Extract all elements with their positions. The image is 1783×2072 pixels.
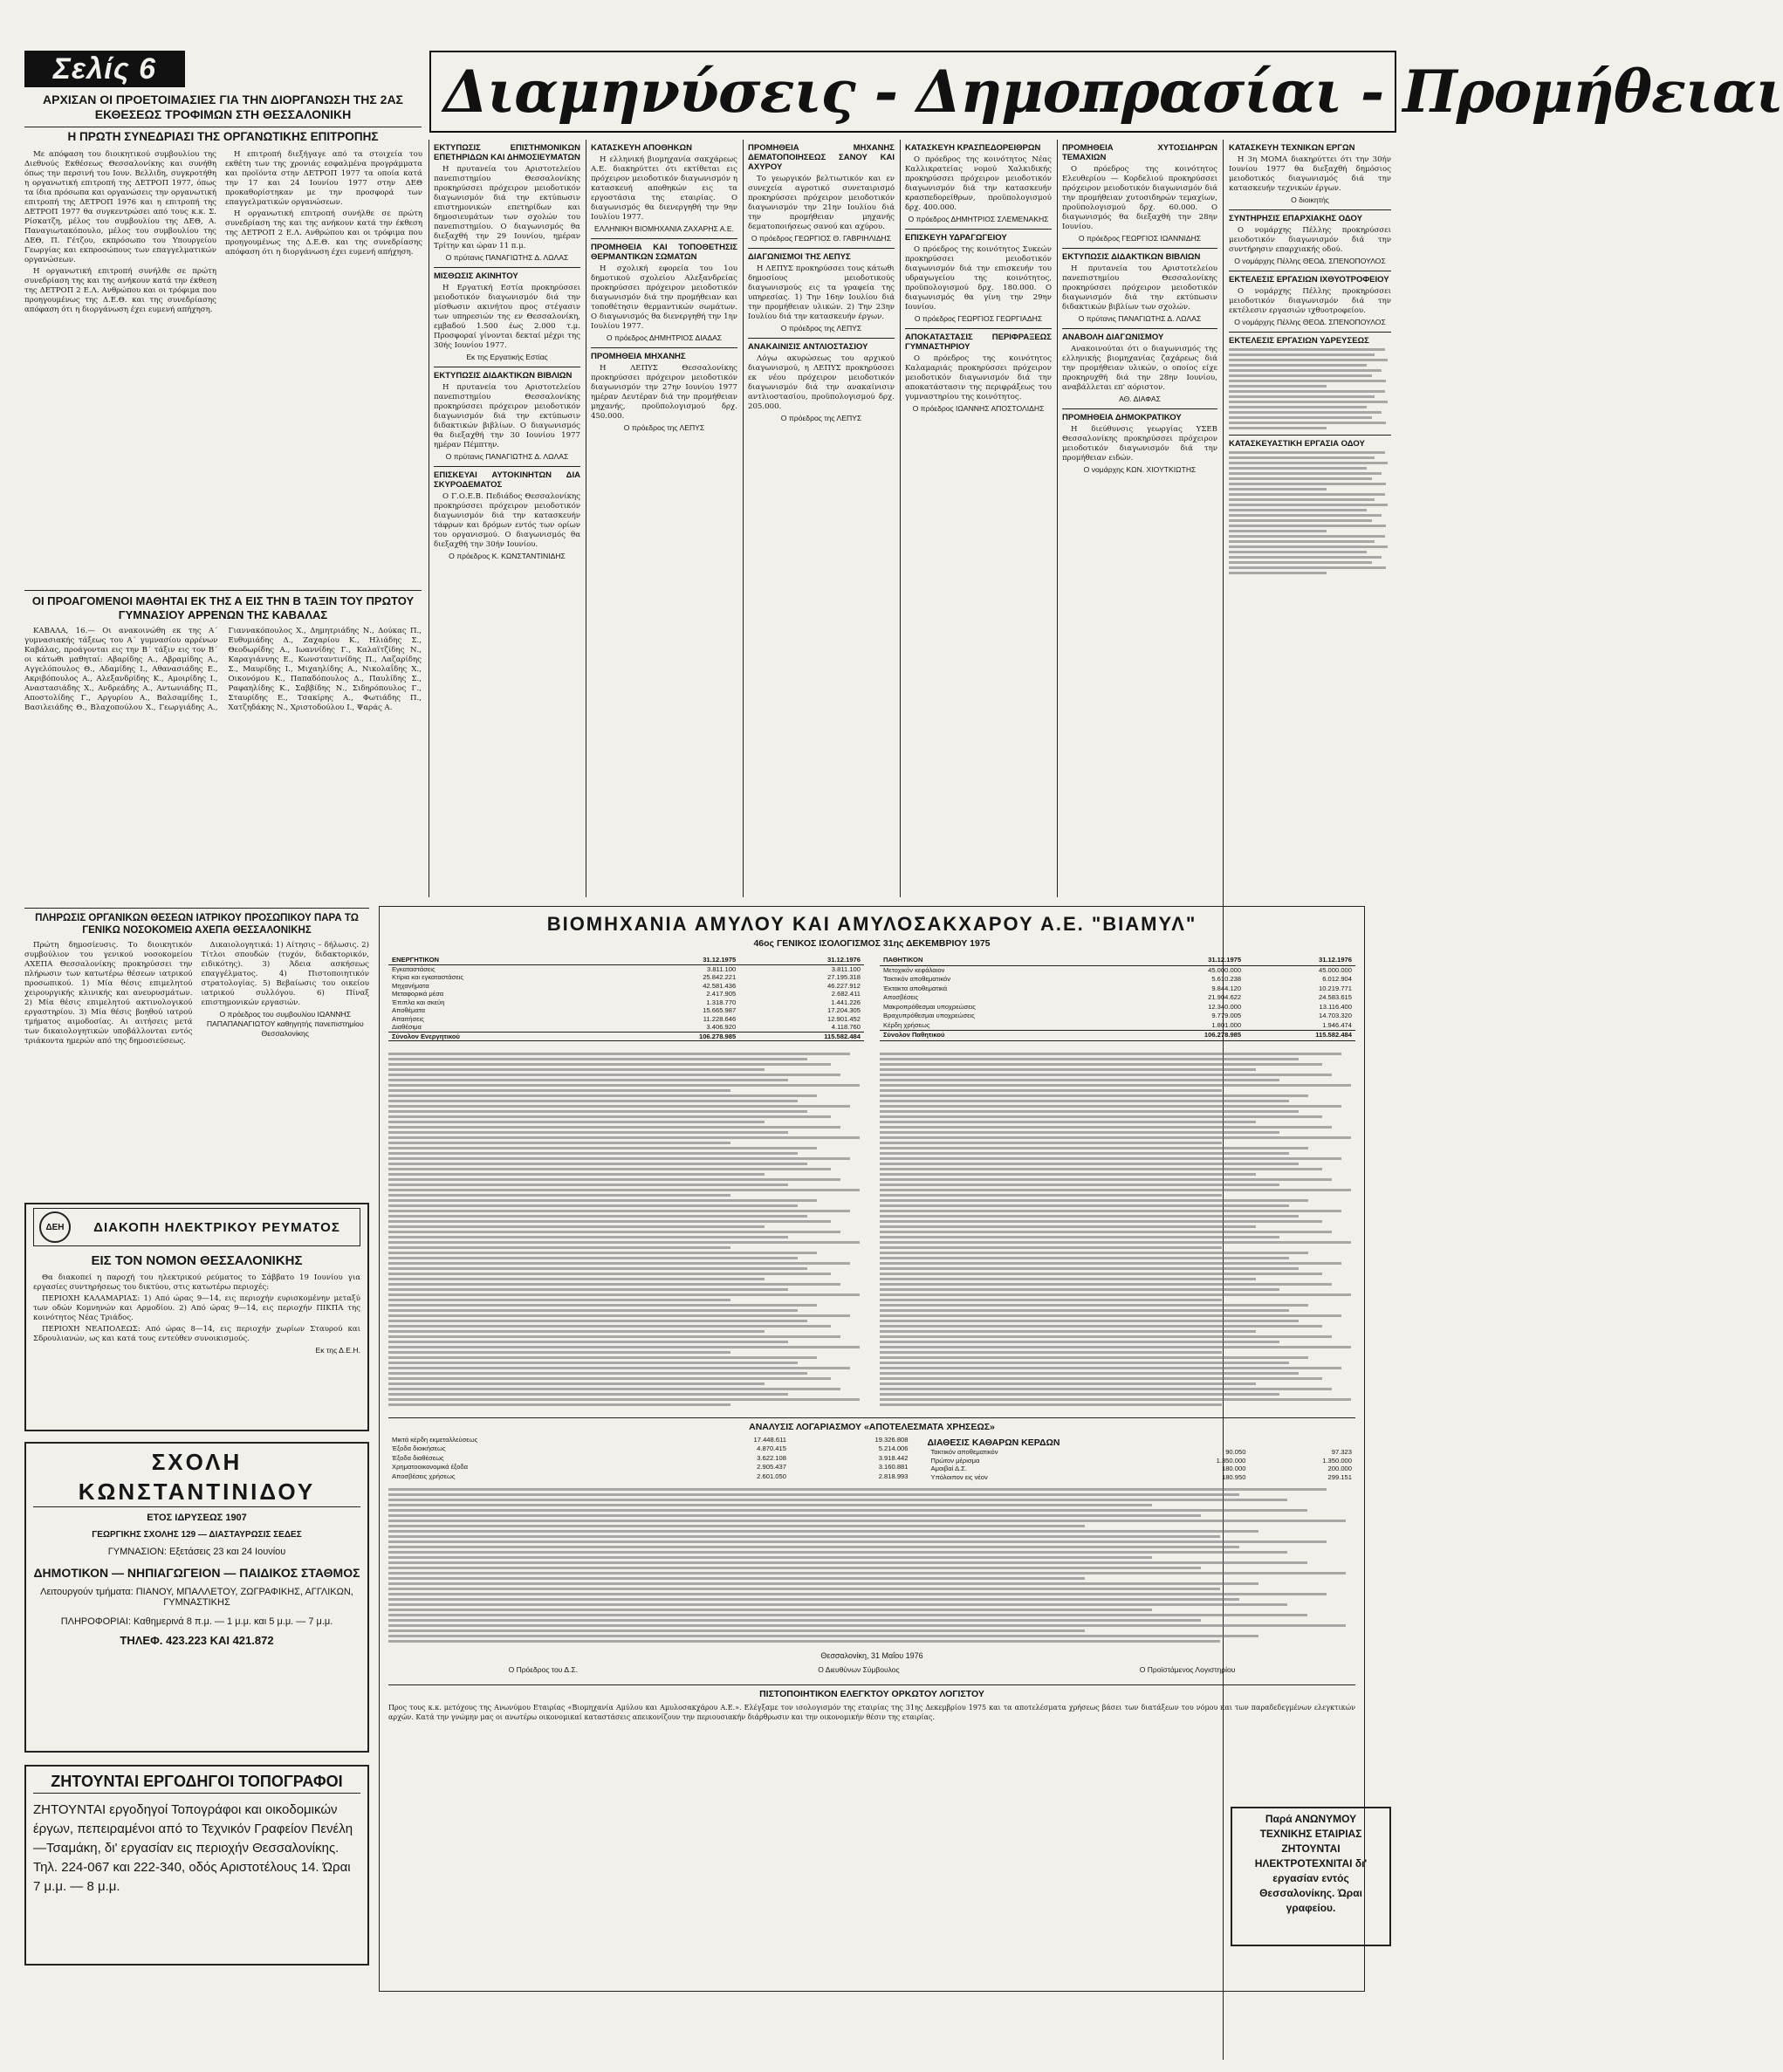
table-row <box>388 973 864 982</box>
notice-body-lines <box>1229 348 1391 429</box>
table-row <box>880 985 1355 994</box>
row-label: Μακροπρόθεσμαι υποχρεώσεις <box>883 1002 976 1011</box>
table-row <box>388 1015 864 1024</box>
notice-body: Ο νομάρχης Πέλλης προκηρύσσει μειοδοτικόν διαγωνισμόν διά την συντήρησιν επαρχιακής οδού. <box>1229 226 1391 254</box>
surveyors-ad <box>24 1765 369 1966</box>
table-row <box>880 993 1355 1003</box>
notice-signature: Ο νομάρχης Πέλλης ΘΕΟΔ. ΣΠΕΝΟΠΟΥΛΟΣ <box>1234 318 1386 326</box>
notice-heading: ΚΑΤΑΣΚΕΥΗ ΤΕΧΝΙΚΩΝ ΕΡΓΩΝ <box>1229 143 1355 153</box>
auditor-title: ΠΙΣΤΟΠΟΙΗΤΙΚΟΝ ΕΛΕΓΚΤΟΥ ΟΡΚΩΤΟΥ ΛΟΓΙΣΤΟΥ <box>388 1684 1355 1699</box>
profit-loss-title: ΑΝΑΛΥΣΙΣ ΛΟΓΑΡΙΑΣΜΟΥ «ΑΠΟΤΕΛΕΣΜΑΤΑ ΧΡΗΣΕΩΣ» <box>388 1417 1355 1432</box>
school-exams: ΓΥΜΝΑΣΙΟΝ: Εξετάσεις 23 και 24 Ιουνίου <box>107 1547 286 1557</box>
power-cut-header <box>33 1208 360 1246</box>
row-value: 17.448.611 <box>753 1436 786 1444</box>
notice-body: Η ΛΕΠΥΣ Θεσσαλονίκης προκηρύσσει πρόχειρον μειοδοτικόν διαγωνισμόν την 27ην Ιουνίου 1977 ημέραν Δευτέραν διά την προμήθειαν μηχανής, προϋπολογισμού δρχ. 450.000. <box>591 364 737 421</box>
row-label: Τακτικόν αποθεματικόν <box>883 975 951 984</box>
row-label: Τακτικόν αποθεματικόν <box>930 1448 998 1456</box>
row-label: Μεταφορικά μέσα <box>392 990 444 998</box>
school-info: ΠΛΗΡΟΦΟΡΙΑΙ: Καθημερινά 8 π.μ. — 1 μ.μ. και 5 μ.μ. — 7 μ.μ. <box>60 1616 333 1627</box>
notice-body: Ο νομάρχης Πέλλης προκηρύσσει μειοδοτικόν διαγωνισμόν διά την εκτέλεσιν εργασιών ιχθυοτροφείου. <box>1229 287 1391 315</box>
row-value: 27.195.318 <box>826 973 861 981</box>
notice-body: Το γεωργικόν βελτιωτικόν και εν συνεχεία αγροτικό συνεταιρισμό προκηρύσσει πρόχειρον μειοδοτικόν διαγωνισμόν την 21ην Ιουλίου διά την προμήθειαν μηχανής δεματοποιήσεως σανού και αχύρου. <box>748 175 895 231</box>
row-value: 3.918.442 <box>878 1453 909 1462</box>
notice-heading: ΣΥΝΤΗΡΗΣΙΣ ΕΠΑΡΧΙΑΚΗΣ ΟΔΟΥ <box>1229 214 1362 223</box>
school-address: ΓΕΩΡΓΙΚΗΣ ΣΧΟΛΗΣ 129 — ΔΙΑΣΤΑΥΡΩΣΙΣ ΣΕΔΕΣ <box>92 1530 302 1540</box>
hospital-signature: Ο πρόεδρος του συμβουλίου ΙΩΑΝΝΗΣ ΠΑΠΑΠΑΝΑΓΙΩΤΟΥ καθηγητής πανεπιστημίου Θεσσαλονίκης <box>206 1010 364 1038</box>
signatories <box>388 1665 1355 1674</box>
table-row <box>388 982 864 991</box>
notice-signature: Ο πρόεδρος ΔΗΜΗΤΡΙΟΣ ΣΛΕΜΕΝΑΚΗΣ <box>908 215 1049 223</box>
row-value: 5.610.238 <box>1211 975 1242 984</box>
assets-table <box>388 956 864 1041</box>
profit-loss-section <box>388 1436 1355 1481</box>
notice-body: Ανακοινούται ότι ο διαγωνισμός της ελληνικής βιομηχανίας ζαχάρεως διά την προμήθειαν υλικών, ο οποίος είχε προκηρυχθή διά την 28ην Ιουνίου, αναβάλλεται επ' αόριστον. <box>1062 345 1217 392</box>
hospital-paragraph: Πρώτη δημοσίευσις. Το διοικητικόν συμβούλιον του γενικού νοσοκομείου ΑΧΕΠΑ Θεσσαλονίκης προκηρύσσει την πλήρωσιν των κατωτέρω θέσεων ιατρικού προσωπικού. 1) Μία θέσις επιμελητού χειρουργικής κλινικής και ανευρυσμάτων. 2) Μία θέσις επιμελητού ακτινολογικού εργαστηρίου. 3) Μία θέσις βοηθού ιατρού τμήματος αιμοδοσίας. Αι αιτήσεις μετά των δικαιολογητικών υποβάλλονται εντός τριάκοντα ημερών από της δημοσιεύσεως. <box>24 941 193 1046</box>
row-label: Χρηματοοικονομικά έξοδα <box>392 1463 469 1472</box>
lead-paragraph: Η οργανωτική επιτροπή συνήλθε σε πρώτη συνεδρίαση της και της ανήκουν κατά την έκθεση της ΔΕΤΡΟΠ 2 Ε.Λ. Ανθρώπου και οι τρόφιμα που προηγουμένως της Δ.Ε.Θ. και της συνεδρίασης απόφαση ότι η διοργάνωση έχει ευμενή απήχηση. <box>24 267 216 314</box>
row-value: 4.118.760 <box>831 1023 861 1031</box>
notice-signature: Ο πρόεδρος Κ. ΚΩΝΣΤΑΝΤΙΝΙΔΗΣ <box>449 552 566 560</box>
lead-paragraph: Η οργανωτική επιτροπή συνήλθε σε πρώτη συνεδρίαση της και της ανήκουν κατά την έκθεση της ΔΕΤΡΟΠ 2 Ε.Λ. Ανθρώπου και οι τρόφιμα που προηγουμένως της Δ.Ε.Θ. και της συνεδρίασης απόφαση ότι η διοργάνωση έχει ευμενή απήχηση. <box>225 209 422 257</box>
notices-column-4 <box>905 140 1052 899</box>
row-value: 2.682.411 <box>831 990 861 998</box>
table-row <box>880 1003 1355 1012</box>
table-row <box>928 1465 1356 1473</box>
assets-rows <box>388 964 864 1032</box>
total-value: 106.278.985 <box>1133 1031 1245 1041</box>
row-value: 1.946.474 <box>1322 1020 1352 1029</box>
lead-article-col1 <box>24 150 216 317</box>
section-banner: Διαμηνύσεις - Δημοπρασίαι - Προμήθειαι <box>429 51 1396 133</box>
row-value: 25.842.221 <box>703 973 737 981</box>
table-row <box>388 1436 912 1444</box>
table-row <box>388 1463 912 1472</box>
hospital-headline: ΠΛΗΡΩΣΙΣ ΟΡΓΑΝΙΚΩΝ ΘΕΣΕΩΝ ΙΑΤΡΙΚΟΥ ΠΡΟΣΩΠΙΚΟΥ ΠΑΡΑ ΤΩ ΓΕΝΙΚΩ ΝΟΣΟΚΟΜΕΙΩ ΑΧΕΠΑ ΘΕΣΣΑΛΟΝΙΚΗΣ <box>35 913 359 936</box>
notice-signature: Ο πρόεδρος ΔΗΜΗΤΡΙΟΣ ΔΙΑΔΑΣ <box>606 333 723 342</box>
table-row <box>388 990 864 998</box>
row-value: 2.905.437 <box>757 1463 786 1472</box>
notice-body: Η πρυτανεία του Αριστοτελείου πανεπιστημίου Θεσσαλονίκης προκηρύσσει πρόχειρον μειοδοτικόν διαγωνισμόν διά την εκτύπωσιν επιστημονικών επετηρίδων και δημοσιευμάτων των σχολών του πανεπιστημίου. Ο διαγωνισμός θα διεξαχθή την 29 Ιουνίου, ημέραν Τρίτην και ώραν 11 π.μ. <box>434 165 580 250</box>
notice-body: Η πρυτανεία του Αριστοτελείου πανεπιστημίου Θεσσαλονίκης προκηρύσσει πρόχειρον μειοδοτικόν διαγωνισμόν διά την εκτύπωσιν διδακτικών βιβλίων. Ο διαγωνισμός θα διεξαχθή την 30 Ιουνίου 1977 ημέραν Πέμπτην. <box>434 383 580 449</box>
row-value: 2.818.993 <box>878 1472 909 1480</box>
row-value: 45.000.000 <box>1208 965 1242 974</box>
row-value: 1.350.000 <box>1322 1456 1352 1465</box>
distribution-table <box>928 1448 1356 1481</box>
row-value: 200.000 <box>1327 1465 1352 1472</box>
power-cut-org: ΔΙΑΚΟΠΗ ΗΛΕΚΤΡΙΚΟΥ ΡΕΥΜΑΤΟΣ <box>93 1219 340 1235</box>
table-row <box>928 1448 1356 1457</box>
total-value: 106.278.985 <box>614 1032 739 1041</box>
row-label: Πρώτον μέρισμα <box>930 1456 980 1465</box>
table-row <box>388 1023 864 1032</box>
row-value: 9.844.120 <box>1211 984 1242 992</box>
row-value: 9.779.005 <box>1211 1012 1242 1020</box>
distribution-title: ΔΙΑΘΕΣΙΣ ΚΑΘΑΡΩΝ ΚΕΡΔΩΝ <box>927 1437 1060 1448</box>
notice-heading: ΠΡΟΜΗΘΕΙΑ ΧΥΤΟΣΙΔΗΡΩΝ ΤΕΜΑΧΙΩΝ <box>1062 143 1217 162</box>
column-rule <box>743 140 744 897</box>
row-value: 12.340.000 <box>1208 1002 1242 1011</box>
table-row <box>880 965 1355 975</box>
table-row <box>388 1454 912 1463</box>
row-value: 1.801.000 <box>1211 1020 1242 1029</box>
profit-loss-table <box>388 1436 912 1481</box>
ledger-detail-lower <box>388 1488 1355 1643</box>
table-row <box>880 1012 1355 1021</box>
notice-heading: ΕΚΤΥΠΩΣΙΣ ΔΙΔΑΚΤΙΚΩΝ ΒΙΒΛΙΩΝ <box>1062 252 1201 262</box>
row-label: Κέρδη χρήσεως <box>883 1020 930 1029</box>
row-value: 11.228.646 <box>703 1014 737 1023</box>
power-cut-paragraph: Θα διακοπεί η παροχή του ηλεκτρικού ρεύματος το Σάββατο 19 Ιουνίου για εργασίες συντηρήσεως του δικτύου, στις κατωτέρω περιοχές: <box>33 1273 360 1292</box>
row-value: 12.901.452 <box>826 1014 861 1023</box>
notice-heading: ΠΡΟΜΗΘΕΙΑ ΔΗΜΟΚΡΑΤΙΚΟΥ <box>1062 413 1182 422</box>
electricians-ad-text: Παρά ΑΝΩΝΥΜΟΥ ΤΕΧΝΙΚΗΣ ΕΤΑΙΡΙΑΣ ΖΗΤΟΥΝΤΑΙ ΗΛΕΚΤΡΟΤΕΧΝΙΤΑΙ δι' εργασίαν εντός Θεσσαλονίκης. Ώραι γραφείου. <box>1254 1813 1368 1914</box>
notices-column-5 <box>1062 140 1217 899</box>
column-rule <box>900 140 901 897</box>
notice-heading: ΑΠΟΚΑΤΑΣΤΑΣΙΣ ΠΕΡΙΦΡΑΞΕΩΣ ΓΥΜΝΑΣΤΗΡΙΟΥ <box>905 333 1052 352</box>
ledger-detail-right <box>880 1050 1355 1409</box>
row-label: Βραχυπρόθεσμαι υποχρεώσεις <box>883 1012 975 1020</box>
row-value: 1.318.770 <box>706 998 737 1006</box>
distribution-section <box>928 1436 1356 1481</box>
notice-body: Η Εργατική Εστία προκηρύσσει μειοδοτικόν διαγωνισμόν διά την μίσθωσιν ακινήτου προς στέγασιν των υπηρεσιών της εν Θεσσαλονίκη, εμβαδού 1.500 έως 2.000 τ.μ. Προσφοραί γίνονται δεκταί μέχρι της 30ής Ιουνίου 1977. <box>434 284 580 350</box>
surveyors-headline: ΖΗΤΟΥΝΤΑΙ ΕΡΓΟΔΗΓΟΙ ΤΟΠΟΓΡΑΦΟΙ <box>33 1770 360 1794</box>
notice-signature: Ο πρόεδρος ΓΕΩΡΓΙΟΣ Θ. ΓΑΒΡΙΗΛΙΔΗΣ <box>751 234 892 243</box>
notice-body: Ο πρόεδρος της κοινότητος Καλαμαριάς προκηρύσσει πρόχειρον μειοδοτικόν διαγωνισμόν διά την αποκατάστασιν της περιφράξεως του γυμναστηρίου της κοινότητος. <box>905 354 1052 401</box>
row-value: 3.160.881 <box>878 1463 909 1472</box>
row-value: 10.219.771 <box>1318 984 1352 992</box>
ledger-detail-left <box>388 1050 864 1409</box>
row-value: 21.904.622 <box>1208 993 1242 1002</box>
row-value: 46.227.912 <box>826 981 861 990</box>
page-number-tag: Σελίς 6 <box>24 51 185 87</box>
row-value: 97.323 <box>1331 1448 1352 1456</box>
column-header: 31.12.1975 <box>614 956 739 964</box>
notice-heading: ΠΡΟΜΗΘΕΙΑ ΜΗΧΑΝΗΣ <box>591 352 686 361</box>
row-value: 1.350.000 <box>1216 1456 1246 1465</box>
row-value: 299.151 <box>1327 1472 1352 1481</box>
total-label: Σύνολον Ενεργητικού <box>388 1032 614 1041</box>
column-header: ΠΑΘΗΤΙΚΟΝ <box>880 956 1133 965</box>
notice-body: Η ελληνική βιομηχανία σακχάρεως Α.Ε. διακηρύττει ότι εκτίθεται εις πρόχειρον μειοδοτικόν διαγωνισμόν η κατασκευή αποθηκών εις τα εργοστάσια της εταιρίας. Ο διαγωνισμός θα διενεργηθή την 9ην Ιουλίου 1977. <box>591 155 737 222</box>
notice-heading: ΕΚΤΕΛΕΣΙΣ ΕΡΓΑΣΙΩΝ ΥΔΡΕΥΣΕΩΣ <box>1229 336 1369 346</box>
table-total-row <box>880 1031 1355 1041</box>
deh-logo-icon: ΔΕΗ <box>39 1211 71 1243</box>
notice-body: Η 3η ΜΟΜΑ διακηρύττει ότι την 30ήν Ιουνίου 1977 θα διεξαχθή δημόσιος μειοδοτικός διαγωνισμός διά την κατασκευήν τεχνικών έργων. <box>1229 155 1391 193</box>
notice-signature: Ο πρόεδρος της ΛΕΠΥΣ <box>780 414 862 422</box>
notice-signature: Εκ της Εργατικής Εστίας <box>466 353 548 361</box>
notice-signature: Ο πρόεδρος ΓΕΩΡΓΙΟΣ ΙΩΑΝΝΙΔΗΣ <box>1078 234 1202 243</box>
row-value: 2.417.905 <box>706 990 737 998</box>
notice-body: Ο πρόεδρος της κοινότητος Συκεών προκηρύσσει μειοδοτικόν διαγωνισμόν διά την επισκευήν του υδραγωγείου της κοινότητος, προϋπολογισμού δρχ. 180.000. Ο διαγωνισμός θα γίνη την 29ην Ιουνίου. <box>905 245 1052 312</box>
hospital-body <box>24 941 369 1046</box>
notice-body: Η διεύθυνσις γεωργίας ΥΣΕΒ Θεσσαλονίκης προκηρύσσει πρόχειρον μειοδοτικόν διαγωνισμόν διά την προμήθειαν ειδών. <box>1062 425 1217 463</box>
power-cut-notice <box>24 1203 369 1431</box>
notice-heading: ΠΡΟΜΗΘΕΙΑ ΚΑΙ ΤΟΠΟΘΕΤΗΣΙΣ ΘΕΡΜΑΝΤΙΚΩΝ ΣΩΜΑΤΩΝ <box>591 243 737 262</box>
power-cut-paragraph: ΠΕΡΙΟΧΗ ΝΕΑΠΟΛΕΩΣ: Από ώρας 8—14, εις περιοχήν χωρίων Σταυρού και Σδρουλιανών, ως και κατά τους εντεύθεν συνοικισμούς. <box>33 1325 360 1343</box>
row-label: Αποσβέσεις <box>883 993 919 1002</box>
column-header: 31.12.1976 <box>739 956 864 964</box>
notices-column-2 <box>591 140 737 899</box>
power-cut-paragraph: ΠΕΡΙΟΧΗ ΚΑΛΑΜΑΡΙΑΣ: 1) Από ώρας 9—14, εις περιοχήν ευρισκομένην μεταξύ των οδών Κομνηνών και Αρμοδίου. 2) Από ώρας 9—14, εις περιοχήν ΠΙΚΠΑ της κοινότητος Νέας Τριάδος. <box>33 1294 360 1322</box>
profit-loss-rows <box>388 1436 912 1481</box>
row-label: Αμοιβαί Δ.Σ. <box>930 1465 967 1472</box>
notices-column-1 <box>434 140 580 899</box>
notice-signature: Ο πρόεδρος ΓΕΩΡΓΙΟΣ ΓΕΩΡΓΙΑΔΗΣ <box>914 314 1043 323</box>
row-value: 180.000 <box>1221 1465 1246 1472</box>
table-row <box>928 1473 1356 1482</box>
notice-heading: ΕΠΙΣΚΕΥΗ ΥΔΡΑΓΩΓΕΙΟΥ <box>905 233 1007 243</box>
row-value: 42.581.436 <box>703 981 737 990</box>
liabilities-table <box>880 956 1355 1041</box>
surveyors-body: ΖΗΤΟΥΝΤΑΙ εργοδηγοί Τοπογράφοι και οικοδομικών έργων, πεπειραμένοι από το Τεχνικόν Γραφείον Πενέλη—Τσαμάκη, δι' εργασίαν εις περιοχήν Θεσσαλονίκης. Τηλ. 224-067 και 222-340, οδός Αριστοτέλους 14. Ώραι 7 μ.μ. — 8 μ.μ. <box>33 1802 353 1894</box>
notice-signature: ΑΘ. ΔΙΑΦΑΣ <box>1119 395 1161 403</box>
row-value: 14.703.320 <box>1318 1012 1352 1020</box>
row-value: 2.601.050 <box>757 1472 786 1480</box>
notice-heading: ΜΙΣΘΩΣΙΣ ΑΚΙΝΗΤΟΥ <box>434 271 518 281</box>
power-cut-body <box>33 1273 360 1355</box>
table-row <box>388 964 864 973</box>
notice-heading: ΕΚΤΕΛΕΣΙΣ ΕΡΓΑΣΙΩΝ ΙΧΘΥΟΤΡΟΦΕΙΟΥ <box>1229 275 1389 285</box>
column-header: 31.12.1975 <box>1133 956 1245 965</box>
notice-body: Η ΛΕΠΥΣ προκηρύσσει τους κάτωθι δημοσίους μειοδοτικούς διαγωνισμούς εις τα γραφεία της υπηρεσίας. 1) Την 16ην Ιουλίου διά την προμήθειαν υλικών. 2) Την 23ην Ιουλίου διά την κατασκευήν έργων. <box>748 264 895 321</box>
power-cut-headline: ΕΙΣ ΤΟΝ ΝΟΜΟΝ ΘΕΣΣΑΛΟΝΙΚΗΣ <box>91 1253 303 1268</box>
notice-body: Λόγω ακυρώσεως του αρχικού διαγωνισμού, η ΛΕΠΥΣ προκηρύσσει εκ νέου πρόχειρον μειοδοτικόν διαγωνισμόν διά την ανακαίνισιν αντλιοστασίου, προϋπολογισμού δρχ. 205.000. <box>748 354 895 411</box>
row-label: Έκτακτα αποθεματικά <box>883 984 948 992</box>
ledger-detail <box>388 1050 1355 1409</box>
notice-body-lines <box>1229 451 1391 574</box>
row-label: Αποθέματα <box>392 1006 426 1014</box>
row-value: 3.622.108 <box>757 1453 786 1462</box>
lead-article-col2 <box>225 150 422 259</box>
row-label: Μετοχικόν κεφάλαιον <box>883 965 945 974</box>
table-header-row <box>880 956 1355 965</box>
notice-body: Ο πρόεδρος της κοινότητος Ελευθερίου — Κορδελιού προκηρύσσει πρόχειρον μειοδοτικόν διαγωνισμόν διά την προμήθειαν χυτοσιδηρών τεμαχίων, προϋπολογισμού δρχ. 60.000. Ο διαγωνισμός θα διεξαχθή την 28ην Ιουνίου. <box>1062 165 1217 231</box>
row-label: Μηχανήματα <box>392 981 429 990</box>
notice-heading: ΕΠΙΣΚΕΥΑΙ ΑΥΤΟΚΙΝΗΤΩΝ ΔΙΑ ΣΚΥΡΟΔΕΜΑΤΟΣ <box>434 470 580 490</box>
table-row <box>880 1021 1355 1031</box>
table-row <box>388 1472 912 1481</box>
row-value: 3.811.100 <box>707 964 737 973</box>
school-phone: ΤΗΛΕΦ. 423.223 ΚΑΙ 421.872 <box>120 1634 274 1647</box>
column-rule <box>1057 140 1058 897</box>
row-value: 5.214.006 <box>878 1444 909 1453</box>
lead-subhead: Η ΠΡΩΤΗ ΣΥΝΕΔΡΙΑΣΙ ΤΗΣ ΟΡΓΑΝΩΤΙΚΗΣ ΕΠΙΤΡΟΠΗΣ <box>24 127 422 143</box>
row-value: 19.326.808 <box>874 1436 909 1444</box>
liabilities-rows <box>880 965 1355 1031</box>
row-value: 1.441.226 <box>831 998 861 1006</box>
signer: Ο Πρόεδρος του Δ.Σ. <box>508 1665 578 1674</box>
signer: Ο Προϊστάμενος Λογιστηρίου <box>1139 1665 1236 1674</box>
auditor-body: Προς τους κ.κ. μετόχους της Ανωνύμου Εταιρίας «Βιομηχανία Αμύλου και Αμυλοσακχάρου Α.Ε.». Ελέγξαμε τον ισολογισμόν της εταιρίας της 31ης Δεκεμβρίου 1975 και τα αποτελέσματα χρήσεως βάσει των διατάξεων του νόμου και των παραδεδεγμένων ελεγκτικών αρχών. Κατά την γνώμην μας οι ανωτέρω οικονομικαί καταστάσεις απεικονίζουν την περιουσιακήν διάρθρωσιν και την οικονομικήν θέσιν της εταιρίας. <box>388 1704 1355 1721</box>
row-value: 3.406.920 <box>706 1023 737 1031</box>
balance-sheet-title: ΒΙΟΜΗΧΑΝΙΑ ΑΜΥΛΟΥ ΚΑΙ ΑΜΥΛΟΣΑΚΧΑΡΟΥ Α.Ε. "ΒΙΑΜΥΛ" <box>546 913 1197 935</box>
notice-body: Ο πρόεδρος της κοινότητος Νέας Καλλικρατείας νομού Χαλκιδικής προκηρύσσει πρόχειρον μειοδοτικόν διαγωνισμόν διά την κατασκευήν κρασπεδορείθρων, προϋπολογισμού δρχ. 400.000. <box>905 155 1052 212</box>
notice-signature: Ο νομάρχης Πέλλης ΘΕΟΔ. ΣΠΕΝΟΠΟΥΛΟΣ <box>1234 257 1386 265</box>
notices-column-3 <box>748 140 895 899</box>
power-cut-signature: Εκ της Δ.Ε.Η. <box>315 1346 360 1355</box>
notice-heading: ΚΑΤΑΣΚΕΥΗ ΑΠΟΘΗΚΩΝ <box>591 143 692 153</box>
row-label: Διαθέσιμα <box>392 1023 422 1031</box>
school-levels: ΔΗΜΟΤΙΚΟΝ — ΝΗΠΙΑΓΩΓΕΙΟΝ — ΠΑΙΔΙΚΟΣ ΣΤΑΘΜΟΣ <box>33 1566 360 1580</box>
row-value: 13.116.400 <box>1319 1002 1352 1011</box>
table-row <box>388 998 864 1007</box>
students-paragraph: ΚΑΒΑΛΑ, 16.— Οι ανακοινώθη εκ της Α΄ γυμνασιακής τάξεως του Α΄ γυμνασίου αρρένων Καβάλας, προάγονται εις την Β΄ τάξιν εις τον Β΄ οι κάτωθι μαθηταί: Αβαρίδης Α., Αβραμίδης Α., Αγγελόπουλος Θ., Αδαμίδης Ι., Αθανασιάδης Ε., Ακριβόπουλος Α., Αλεξανδρίδης Κ., Αμοιρίδης Ι., Αναστασιάδης Χ., Ανδρεάδης Α., Αντωνιάδης Π., Αποστολίδης Γ., Αργυρίου Α., Βαλσαμίδης Ι., Βασιλειάδης Θ., Βλαχοπούλου Χ., Γεωργιάδης Α., Γιαννακόπουλος Χ., Δημητριάδης Ν., Δούκας Π., Ευθυμιάδης Δ., Ζαχαρίου Κ., Ηλιάδης Σ., Θεοδωρίδης Α., Ιωαννίδης Γ., Καλαϊτζίδης Ν., Καραγιάννης Ε., Κωνσταντινίδης Π., Λαζαρίδης Σ., Μαυρίδης Ι., Μιχαηλίδης Α., Νικολαΐδης Χ., Οικονόμου Κ., Παπαδόπουλος Δ., Παυλίδης Σ., Ραφαηλίδης Κ., Σαββίδης Ν., Σιδηρόπουλος Γ., Σταυρίδης Ε., Τσακίρης Α., Φωτιάδης Π., Χατζηδάκης Ν., Χριστοδούλου Ι., Ψαράς Α. <box>24 627 422 712</box>
table-row <box>928 1457 1356 1465</box>
notice-heading: ΔΙΑΓΩΝΙΣΜΟΙ ΤΗΣ ΛΕΠΥΣ <box>748 252 851 262</box>
students-headline: ΟΙ ΠΡΟΑΓΟΜΕΝΟΙ ΜΑΘΗΤΑΙ ΕΚ ΤΗΣ Α ΕΙΣ ΤΗΝ Β ΤΑΞΙΝ ΤΟΥ ΠΡΩΤΟΥ ΓΥΜΝΑΣΙΟΥ ΑΡΡΕΝΩΝ ΤΗΣ ΚΑΒΑΛΑΣ <box>31 594 415 621</box>
balance-sheet-body <box>388 956 1355 1041</box>
signer: Ο Διευθύνων Σύμβουλος <box>818 1665 900 1674</box>
row-value: 3.811.100 <box>831 964 861 973</box>
row-value: 180.950 <box>1221 1472 1246 1481</box>
row-value: 24.583.615 <box>1318 993 1352 1002</box>
row-value: 4.870.415 <box>757 1444 786 1453</box>
school-founded: ΕΤΟΣ ΙΔΡΥΣΕΩΣ 1907 <box>147 1513 247 1523</box>
notice-signature: Ο πρόεδρος της ΛΕΠΥΣ <box>623 423 705 432</box>
table-row <box>388 1444 912 1453</box>
notice-signature: Ο διοικητής <box>1291 196 1329 204</box>
place-date: Θεσσαλονίκη, 31 Μαΐου 1976 <box>820 1651 923 1660</box>
row-label: Μικτά κέρδη εκμεταλλεύσεως <box>392 1436 478 1444</box>
notice-heading: ΑΝΑΚΑΙΝΙΣΙΣ ΑΝΤΛΙΟΣΤΑΣΙΟΥ <box>748 342 868 352</box>
row-value: 15.665.987 <box>703 1006 737 1014</box>
hospital-notice <box>24 908 369 1046</box>
notice-signature: Ο νομάρχης ΚΩΝ. ΧΙΟΥΤΚΙΩΤΗΣ <box>1083 465 1197 474</box>
total-value: 115.582.484 <box>739 1032 864 1041</box>
notice-signature: ΕΛΛΗΝΙΚΗ ΒΙΟΜΗΧΑΝΙΑ ΖΑΧΑΡΗΣ Α.Ε. <box>593 224 735 233</box>
notice-heading: ΠΡΟΜΗΘΕΙΑ ΜΗΧΑΝΗΣ ΔΕΜΑΤΟΠΟΙΗΣΕΩΣ ΣΑΝΟΥ ΚΑΙ ΑΧΥΡΟΥ <box>748 143 895 172</box>
notice-signature: Ο πρύτανις ΠΑΝΑΓΙΩΤΗΣ Δ. ΛΩΛΑΣ <box>445 452 569 461</box>
notice-heading: ΕΚΤΥΠΩΣΙΣ ΔΙΔΑΚΤΙΚΩΝ ΒΙΒΛΙΩΝ <box>434 371 573 381</box>
students-body <box>24 627 422 714</box>
row-label: Έπιπλα και σκεύη <box>392 998 445 1006</box>
notice-heading: ΑΝΑΒΟΛΗ ΔΙΑΓΩΝΙΣΜΟΥ <box>1062 333 1164 342</box>
notice-signature: Ο πρόεδρος ΙΩΑΝΝΗΣ ΑΠΟΣΤΟΛΙΔΗΣ <box>912 404 1045 413</box>
balance-sheet <box>379 906 1365 1992</box>
school-ad <box>24 1442 369 1753</box>
school-extras: Λειτουργούν τμήματα: ΠΙΑΝΟΥ, ΜΠΑΛΛΕΤΟΥ, ΖΩΓΡΑΦΙΚΗΣ, ΑΓΓΛΙΚΩΝ, ΓΥΜΝΑΣΤΙΚΗΣ <box>40 1587 353 1608</box>
lead-paragraph: Η επιτροπή διεξήγαγε από τα στοιχεία του εκθέτη των της χρονιάς εσφαλμένα προγράμματα και προϊόντα στην ΔΕΤΡΟΠ 1977 τα οποία κατά την 17 και 24 Ιουνίου 1977 στην ΔΕΘ προκαθορίστηκαν με την προσφορά των επαγγελματικών οργανώσεων. <box>225 150 422 207</box>
school-name: ΣΧΟΛΗ ΚΩΝΣΤΑΝΤΙΝΙΔΟΥ <box>33 1447 360 1507</box>
notice-signature: Ο πρύτανις ΠΑΝΑΓΙΩΤΗΣ Δ. ΛΩΛΑΣ <box>445 253 569 262</box>
notice-heading: ΕΚΤΥΠΩΣΙΣ ΕΠΙΣΤΗΜΟΝΙΚΩΝ ΕΠΕΤΗΡΙΔΩΝ ΚΑΙ ΔΗΜΟΣΙΕΥΜΑΤΩΝ <box>434 143 580 162</box>
row-label: Έξοδα διαθέσεως <box>392 1453 444 1462</box>
row-value: 6.012.904 <box>1322 975 1352 984</box>
column-header: ΕΝΕΡΓΗΤΙΚΟΝ <box>388 956 614 964</box>
total-value: 115.582.484 <box>1245 1031 1355 1041</box>
notice-heading: ΚΑΤΑΣΚΕΥΗ ΚΡΑΣΠΕΔΟΡΕΙΘΡΩΝ <box>905 143 1041 153</box>
row-label: Εγκαταστάσεις <box>392 964 435 973</box>
notice-signature: Ο πρόεδρος της ΛΕΠΥΣ <box>780 324 862 333</box>
notice-body: Η πρυτανεία του Αριστοτελείου πανεπιστημίου Θεσσαλονίκης προκηρύσσει πρόχειρον μειοδοτικόν διαγωνισμόν διά την εκτύπωσιν διδακτικών βιβλίων των σχολών. <box>1062 264 1217 312</box>
notice-signature: Ο πρύτανις ΠΑΝΑΓΙΩΤΗΣ Δ. ΛΩΛΑΣ <box>1078 314 1202 323</box>
table-row <box>880 975 1355 985</box>
row-label: Κτίρια και εγκαταστάσεις <box>392 973 464 981</box>
row-value: 45.000.000 <box>1318 965 1352 974</box>
distribution-rows <box>928 1448 1356 1481</box>
balance-sheet-subtitle: 46ος ΓΕΝΙΚΟΣ ΙΣΟΛΟΓΙΣΜΟΣ 31ης ΔΕΚΕΜΒΡΙΟΥ 1975 <box>753 938 991 949</box>
hospital-paragraph: Δικαιολογητικά: 1) Αίτησις – δήλωσις. 2) Τίτλοι σπουδών (τυχόν, διδακτορικόν, ειδικότης). 3) Άδεια ασκήσεως επαγγέλματος. 4) Πιστοποιητικόν στρατολογίας. 5) Βεβαίωσις του οικείου ιατρικού συλλόγου. 6) Πίναξ επιστημονικών εργασιών. <box>201 941 369 1007</box>
table-row <box>388 1006 864 1015</box>
students-story <box>24 590 422 714</box>
row-label: Αποσβέσεις χρήσεως <box>392 1472 456 1480</box>
row-value: 90.050 <box>1225 1448 1246 1456</box>
total-label: Σύνολον Παθητικού <box>880 1031 1133 1041</box>
table-total-row <box>388 1032 864 1041</box>
row-value: 17.204.305 <box>826 1006 861 1014</box>
row-label: Απαιτήσεις <box>392 1014 424 1023</box>
row-label: Έξοδα διοικήσεως <box>392 1444 446 1453</box>
notice-heading: ΚΑΤΑΣΚΕΥΑΣΤΙΚΗ ΕΡΓΑΣΙΑ ΟΔΟΥ <box>1229 439 1365 449</box>
table-header-row <box>388 956 864 964</box>
row-label: Υπόλοιπον εις νέον <box>930 1472 988 1481</box>
lead-headline: ΑΡΧΙΣΑΝ ΟΙ ΠΡΟΕΤΟΙΜΑΣΙΕΣ ΓΙΑ ΤΗΝ ΔΙΟΡΓΑΝΩΣΗ ΤΗΣ 2ΑΣ ΕΚΘΕΣΕΩΣ ΤΡΟΦΙΜΩΝ ΣΤΗ ΘΕΣΣΑΛΟΝΙΚΗ <box>43 93 403 121</box>
notice-body: Η σχολική εφορεία του 1ου δημοτικού σχολείου Αλεξανδρείας προκηρύσσει πρόχειρον μειοδοτικόν διαγωνισμόν διά την προμήθειαν και τοποθέτησιν θερμαντικών σωμάτων. Ο διαγωνισμός θα διενεργηθή την 1ην Ιουλίου 1977. <box>591 264 737 331</box>
notice-body: Ο Γ.Ο.Ε.Β. Πεδιάδος Θεσσαλονίκης προκηρύσσει πρόχειρον μειοδοτικόν διαγωνισμόν διά την κατασκευήν τάφρων και δρόμων εντός των ορίων του οργανισμού. Ο διαγωνισμός θα διεξαχθή την 30ήν Ιουνίου. <box>434 492 580 549</box>
column-header: 31.12.1976 <box>1245 956 1355 965</box>
lead-paragraph: Με απόφαση του διοικητικού συμβουλίου της Διεθνούς Εκθέσεως Θεσσαλονίκης και συνήθη όπως την περσινή του Ιουν. Βελλιδη, συγκροτήθη η οργανωτική επιτροπή της ΔΕΤΡΟΠ 1977, όπως τα ίδια πρόσωπα και οργανώσεις την οργανωτική επιτροπή της ΔΕΤΡΟΠ 1976 και η επιτροπή της ΔΕΤΡΟΠ 1977 θα συγκεντρώσει από τους κ.κ. Σ. Ρίσκατζη, μέλος του συμβουλίου της ΔΕΘ, Α. Παναγιωτακόπουλο, μέλος του συμβουλίου της ΔΕΘ, Π. Γέτζου, εκπρόσωπο του Υπουργείου Γεωργίας και εκπροσώπους των επαγγελματικών οργανώσεων. <box>24 150 216 264</box>
